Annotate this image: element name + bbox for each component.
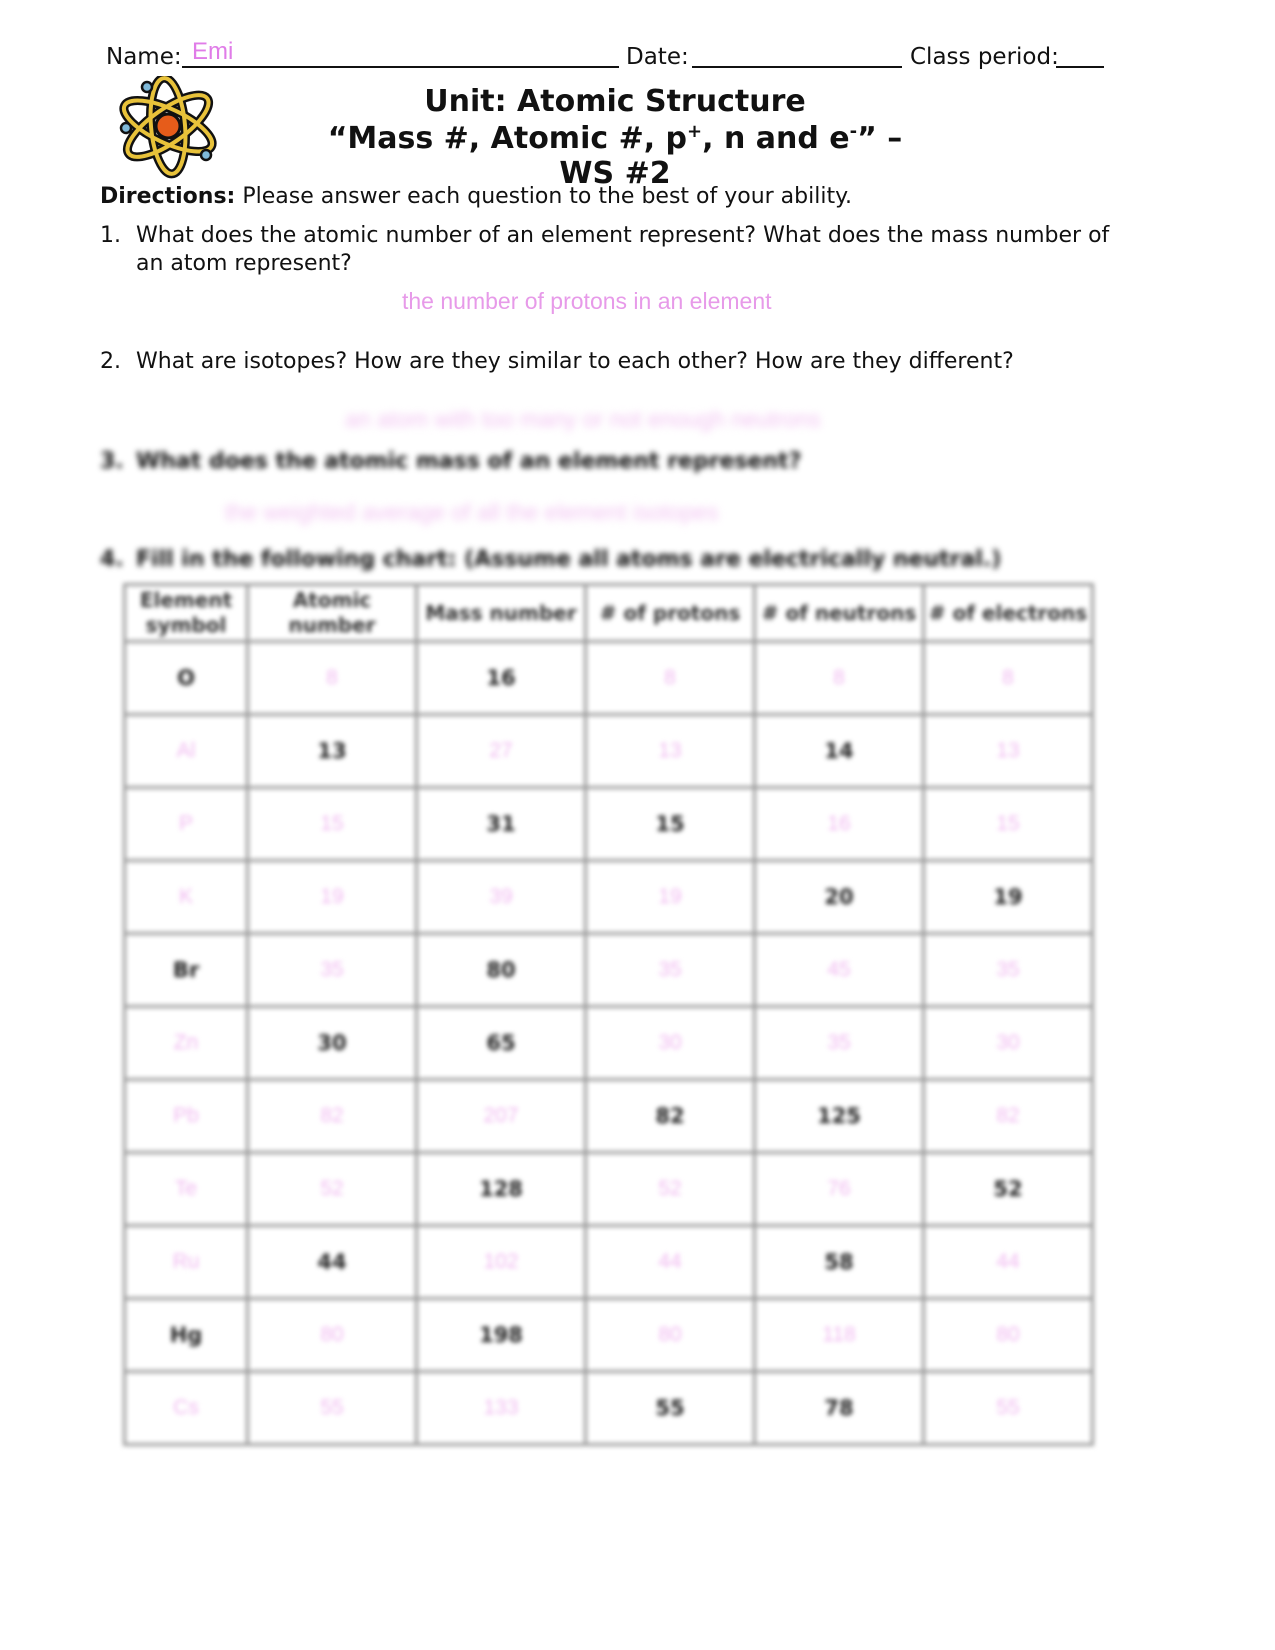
cell-protons[interactable]: 52 [586,1153,755,1226]
cell-neutrons: 125 [755,1080,924,1153]
cell-symbol: Hg [125,1299,248,1372]
header-neutrons: # of neutrons [755,585,924,642]
header-electrons: # of electrons [924,585,1093,642]
cell-atomic-number: 30 [248,1007,417,1080]
cell-protons: 15 [586,788,755,861]
cell-protons[interactable]: 80 [586,1299,755,1372]
cell-mass-number[interactable]: 102 [417,1226,586,1299]
cell-symbol[interactable]: Zn [125,1007,248,1080]
cell-neutrons[interactable]: 45 [755,934,924,1007]
cell-symbol[interactable]: P [125,788,248,861]
cell-electrons[interactable]: 55 [924,1372,1093,1445]
cell-neutrons: 14 [755,715,924,788]
cell-electrons[interactable]: 82 [924,1080,1093,1153]
page-title: Unit: Atomic Structure [424,84,806,119]
period-field[interactable] [1056,66,1104,68]
element-chart [123,583,1094,1446]
name-field[interactable] [182,66,619,68]
cell-atomic-number[interactable]: 15 [248,788,417,861]
table-row [125,1372,1093,1445]
atom-icon [118,76,228,180]
cell-symbol[interactable]: Al [125,715,248,788]
cell-electrons[interactable]: 30 [924,1007,1093,1080]
cell-mass-number: 198 [417,1299,586,1372]
cell-mass-number[interactable]: 27 [417,715,586,788]
cell-neutrons[interactable]: 16 [755,788,924,861]
cell-atomic-number[interactable]: 8 [248,642,417,715]
header-element-symbol: Element symbol [125,585,248,642]
answer-3[interactable]: the weighted average of all the element isotopes [225,499,719,525]
cell-mass-number: 16 [417,642,586,715]
answer-1[interactable]: the number of protons in an element [402,288,772,314]
chart-header-row [125,585,1093,642]
cell-electrons: 19 [924,861,1093,934]
cell-electrons[interactable]: 35 [924,934,1093,1007]
header-fields [106,38,1106,78]
cell-neutrons: 78 [755,1372,924,1445]
cell-symbol[interactable]: Ru [125,1226,248,1299]
table-row [125,642,1093,715]
cell-atomic-number: 13 [248,715,417,788]
header-protons: # of protons [586,585,755,642]
table-row [125,788,1093,861]
name-label: Name: [106,44,182,70]
cell-protons[interactable]: 35 [586,934,755,1007]
cell-electrons[interactable]: 13 [924,715,1093,788]
cell-symbol[interactable]: Pb [125,1080,248,1153]
cell-mass-number: 65 [417,1007,586,1080]
cell-mass-number: 31 [417,788,586,861]
cell-electrons: 52 [924,1153,1093,1226]
cell-neutrons[interactable]: 118 [755,1299,924,1372]
cell-atomic-number: 44 [248,1226,417,1299]
header-mass-number: Mass number [417,585,586,642]
cell-atomic-number[interactable]: 80 [248,1299,417,1372]
cell-protons[interactable]: 19 [586,861,755,934]
cell-atomic-number[interactable]: 35 [248,934,417,1007]
cell-atomic-number[interactable]: 19 [248,861,417,934]
cell-symbol: Br [125,934,248,1007]
cell-mass-number: 128 [417,1153,586,1226]
cell-atomic-number[interactable]: 52 [248,1153,417,1226]
cell-neutrons[interactable]: 8 [755,642,924,715]
table-row [125,715,1093,788]
table-row [125,1299,1093,1372]
cell-atomic-number[interactable]: 55 [248,1372,417,1445]
date-field[interactable] [692,66,902,68]
cell-atomic-number[interactable]: 82 [248,1080,417,1153]
cell-protons[interactable]: 44 [586,1226,755,1299]
cell-mass-number[interactable]: 207 [417,1080,586,1153]
name-value: Emi [192,38,234,65]
table-row [125,1153,1093,1226]
cell-protons: 55 [586,1372,755,1445]
cell-symbol[interactable]: K [125,861,248,934]
date-label: Date: [626,44,689,70]
cell-electrons[interactable]: 8 [924,642,1093,715]
table-row [125,1007,1093,1080]
cell-electrons[interactable]: 44 [924,1226,1093,1299]
cell-electrons[interactable]: 80 [924,1299,1093,1372]
answer-2[interactable]: an atom with too many or not enough neutrons [345,406,821,432]
cell-symbol[interactable]: Te [125,1153,248,1226]
table-row [125,1226,1093,1299]
period-label: Class period: [910,44,1059,70]
directions: Directions: Please answer each question to the best of your ability. [100,184,852,209]
cell-protons[interactable]: 13 [586,715,755,788]
cell-symbol[interactable]: Cs [125,1372,248,1445]
cell-mass-number[interactable]: 133 [417,1372,586,1445]
cell-neutrons[interactable]: 76 [755,1153,924,1226]
cell-electrons[interactable]: 15 [924,788,1093,861]
table-row [125,934,1093,1007]
cell-protons[interactable]: 30 [586,1007,755,1080]
cell-mass-number[interactable]: 39 [417,861,586,934]
table-row [125,1080,1093,1153]
table-row [125,861,1093,934]
cell-neutrons: 20 [755,861,924,934]
cell-protons[interactable]: 8 [586,642,755,715]
header-atomic-number: Atomic number [248,585,417,642]
page-subtitle: “Mass #, Atomic #, p+, n and e-” – WS #2 [327,121,903,191]
cell-neutrons[interactable]: 35 [755,1007,924,1080]
cell-symbol: O [125,642,248,715]
cell-neutrons: 58 [755,1226,924,1299]
cell-protons: 82 [586,1080,755,1153]
cell-mass-number: 80 [417,934,586,1007]
